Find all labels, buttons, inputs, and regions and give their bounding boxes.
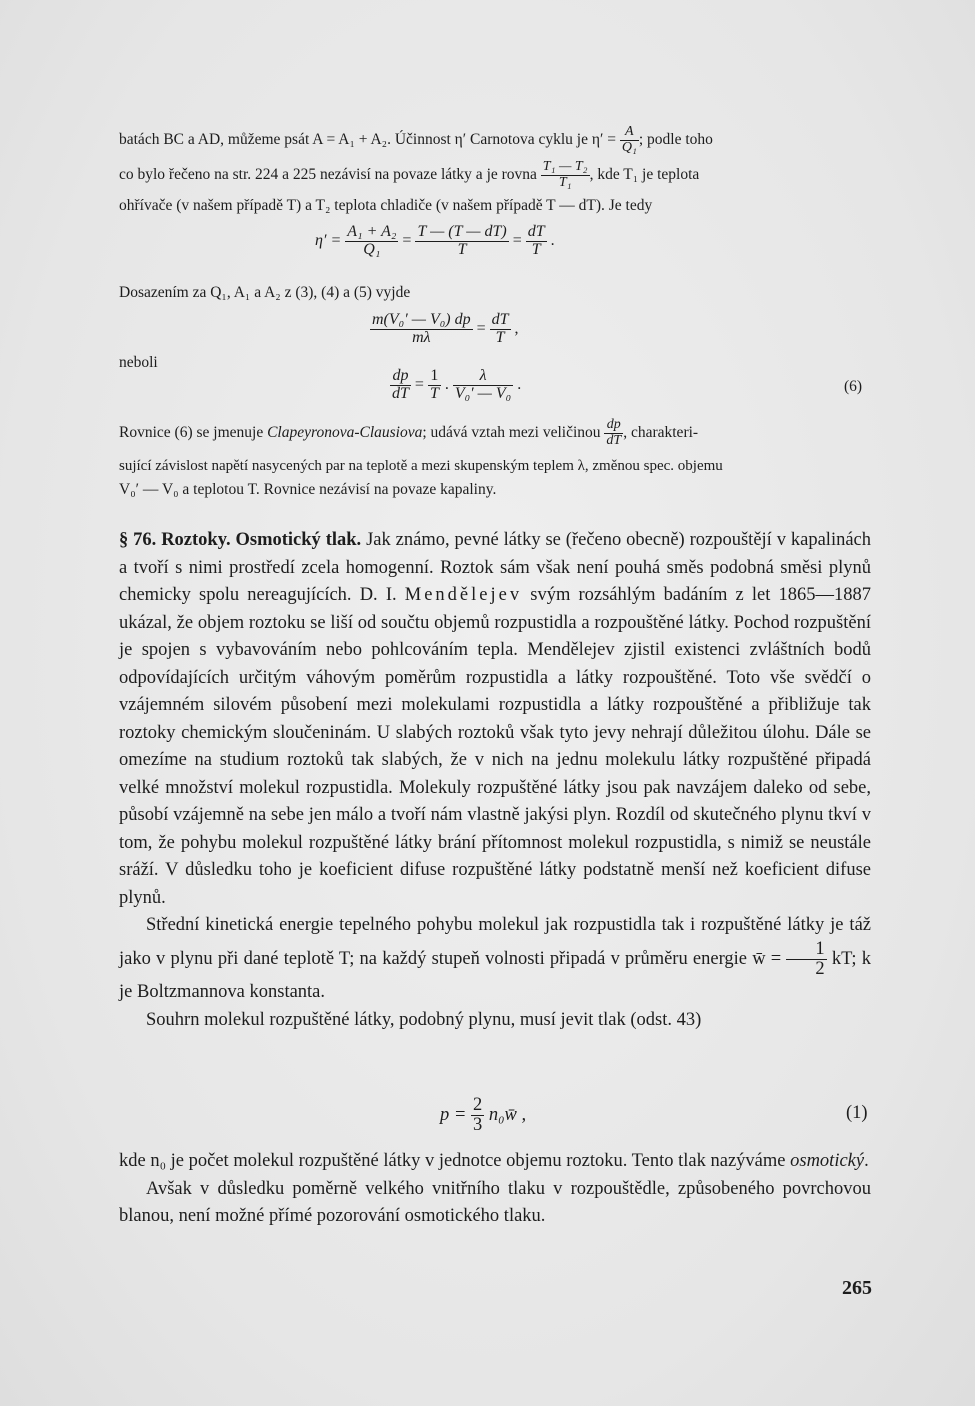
text-line: neboli bbox=[119, 354, 158, 371]
fraction: $\frac{A}{\text{Q₁}}$ bbox=[621, 124, 637, 155]
text-line: sující závislost napětí nasycených par na teplotě a mezi skupenským teplem λ, změnou spec. objemu bbox=[119, 458, 723, 474]
paragraph: Avšak v důsledku poměrně velkého vnitřního tlaku v rozpouštědle, způsobeného povrchovou blanou, není možné přímé pozorování osmotického tlaku. bbox=[119, 1178, 871, 1226]
fraction: $\frac{T — (T — dT)}{T}$ bbox=[417, 223, 507, 258]
equation-m: $\frac{\text{m(V₀′ — V₀) dp}}{m\lambda}$ = $\frac{dT}{T}$ , bbox=[372, 311, 519, 346]
text-line: V₀′ — V₀ a teplotou T. Rovnice nezávisí na povaze kapaliny. bbox=[119, 481, 497, 498]
fraction: $\frac{dp}{dT}$ bbox=[606, 417, 622, 448]
equation-number: (6) bbox=[844, 378, 863, 395]
equation-1: p = $\frac{2}{3}$ n₀w̄ , bbox=[440, 1095, 527, 1136]
equation-6: $\frac{dp}{dT}$ = $\frac{1}{T}$ . $\frac{\lambda}{\text{V₀′ — V₀}}$ . bbox=[392, 367, 522, 402]
fraction: $\frac{\text{m(V₀′ — V₀) dp}}{m\lambda}$ bbox=[372, 311, 471, 346]
text-line bbox=[119, 160, 869, 190]
fraction: $\frac{dT}{T}$ bbox=[527, 223, 545, 258]
paragraph: Střední kinetická energie tepelného pohybu molekul jak rozpustidla tak i rozpuštěné látky je táž jako v plynu při dané teplotě T; na každý stupeň volnosti připadá v průměru energie w̄ = $\frac{1}{2}$ kT; k je Boltzmannova konstanta. bbox=[119, 915, 871, 1003]
equation-number: (1) bbox=[846, 1103, 868, 1123]
text-line: Rovnice (6) se jmenuje Clapeyronova-Clausiova; udává vztah mezi veličinou $\frac{dp}{dT}$ , charakteri- bbox=[119, 417, 699, 448]
fraction: $\frac{\text{A₁ + A₂}}{\text{Q₁}}$ bbox=[347, 223, 397, 258]
fraction: $\frac{2}{3}$ bbox=[472, 1095, 483, 1136]
text-fragment: co bylo řečeno na str. 224 a 225 nezávisí na povaze látky a je rovna bbox=[119, 165, 537, 183]
paragraph: kde n₀ je počet molekul rozpuštěné látky v jednotce objemu roztoku. Tento tlak nazýváme osmotický. bbox=[119, 1151, 869, 1171]
section-76: § 76. Roztoky. Osmotický tlak. Jak známo, pevné látky se (řečeno obecně) rozpouštějí v kapalinách a tvoří s nimi prostředí zcela homogenní. Roztok sám však není pouhá směs podobná směsi plynů chemicky spolu nereagujících. D. I. Mendělejev svým rozsáhlým badáním z let 1865—1887 ukázal, že objem roztoku se liší od součtu objemů rozpustidla a rozpouštěné látky. Pochod rozpuštění je spojen s vybavováním nebo pohlcováním tepla. Mendělejev zjistil existenci zvláštních bodů odpovídajících určitým váhovým poměrům rozpustidla a látky rozpouštěné. Toto vše svědčí o vzájemném silovém působení mezi molekulami rozpustidla a látky rozpouštěné a přibližuje tak roztoky chemickým sloučeninám. U slabých roztoků však tyto jevy nehrají důležitou úlohu. Dále se omezíme na studium roztoků tak slabých, že v nich na jednu molekulu látky rozpuštěné připadá velké množství molekul rozpustidla. Molekuly rozpuštěné látky jsou pak navzájem daleko od sebe, působí vzájemně na sebe jen málo a tvoří nám vlastně jakýsi plyn. Rozdíl od skutečného plynu tkví v tom, že pohybu molekul rozpuštěné látky brání přítomnost molekul rozpustidla, s nimiž se neustále sráží. V důsledku toho je koeficient difuse rozpuštěné látky podstatně menší než koeficient difuse plynů. Střední kinetická energie tepelného pohybu molekul jak rozpustidla tak i rozpuštěné látky je táž jako v plynu při dané teplotě T; na každý stupeň volnosti připadá v průměru energie w̄ = $\frac{1}{2}$ kT; k je Boltzmannova konstanta. Souhrn molekul rozpuštěné látky, podobný plynu, musí jevit tlak (odst. 43) bbox=[119, 527, 871, 1034]
fraction: $\frac{1}{2}$ bbox=[786, 940, 826, 980]
text-line: Dosazením za Q₁, A₁ a A₂ z (3), (4) a (5) vyjde bbox=[119, 284, 411, 301]
equation-eta: η′ = $\frac{\text{A₁ + A₂}}{\text{Q₁}}$ = $\frac{T — (T — dT)}{T}$ = $\frac{dT}{T}$ . bbox=[315, 223, 555, 258]
text-fragment: batách BC a AD, můžeme psát A = A₁ + A₂. Účinnost η′ Carnotova cyklu je η′ = bbox=[119, 130, 616, 148]
fraction: $\frac{1}{T}$ bbox=[429, 367, 439, 402]
text-line: ohřívače (v našem případě T) a T₂ teplota chladiče (v našem případě T — dT). Je tedy bbox=[119, 197, 653, 214]
page-number: 265 bbox=[842, 1277, 872, 1299]
fraction: $\frac{dT}{T}$ bbox=[491, 311, 509, 346]
paragraph: Souhrn molekul rozpuštěné látky, podobný plynu, musí jevit tlak (odst. 43) bbox=[146, 1009, 702, 1030]
text-fragment: ; podle toho bbox=[638, 130, 713, 148]
section-heading: § 76. Roztoky. Osmotický tlak. bbox=[119, 530, 362, 550]
fraction: $\frac{dp}{dT}$ bbox=[392, 367, 409, 402]
fraction: $\frac{\text{T₁ — T₂}}{\text{T₁}}$ bbox=[542, 159, 588, 190]
text-line bbox=[119, 125, 869, 155]
fraction: $\frac{\lambda}{\text{V₀′ — V₀}}$ bbox=[454, 367, 512, 402]
closing-paragraphs bbox=[119, 1148, 871, 1231]
text-fragment: , kde T₁ je teplota bbox=[589, 165, 700, 183]
